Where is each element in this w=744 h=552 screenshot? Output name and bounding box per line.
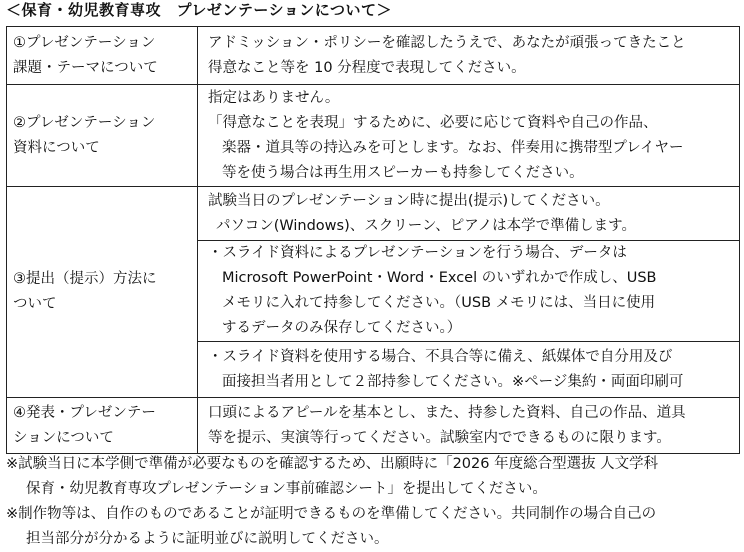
label-line: ションについて	[13, 429, 114, 446]
content-line: メモリに入れて持参してください。（USB メモリには、当日に使用	[222, 295, 656, 311]
table-row-submission	[7, 187, 740, 241]
content-line: アドミッション・ポリシーを確認したうえで、あなたが頑張ってきたこと	[208, 34, 686, 51]
content-line: 口頭によるアピールを基本とし、また、持参した資料、自己の作品、道具	[208, 404, 686, 421]
content-line: ・スライド資料を使用する場合、不具合等に備え、紙媒体で自分用及び	[208, 348, 673, 365]
row-content-theme	[198, 27, 740, 85]
submission-block-general	[198, 187, 740, 241]
row-label-submission	[7, 187, 198, 398]
content-line: 等を提示、実演等行ってください。試験室内でできるものに限ります。	[208, 429, 671, 446]
content-line: Microsoft PowerPoint・Word・Excel のいずれかで作成し、USB	[222, 270, 657, 286]
table-row-materials	[7, 85, 740, 187]
label-line: ②プレゼンテーション	[13, 114, 156, 131]
label-line: 課題・テーマについて	[13, 59, 158, 76]
content-line: 面接担当者用として２部持参してください。※ページ集約・両面印刷可	[222, 373, 684, 390]
label-line: 資料について	[13, 139, 100, 156]
content-line: 「得意なことを表現」するために、必要に応じて資料や自己の作品、	[208, 114, 658, 131]
table-row-theme	[7, 27, 740, 85]
content-line: パソコン(Windows)、スクリーン、ピアノは本学で準備します。	[216, 217, 636, 234]
footnote-line: ※試験当日に本学側で準備が必要なものを確認するため、出願時に「2026 年度総合型選抜 人文学科	[6, 456, 659, 472]
content-line: 楽器・道具等の持込みを可とします。なお、伴奏用に携帯型プレイヤー	[222, 139, 684, 156]
presentation-table	[6, 26, 740, 454]
submission-block-slides	[198, 241, 740, 342]
content-line: 指定はありません。	[208, 89, 340, 106]
row-content-materials	[198, 85, 740, 187]
content-line: するデータのみ保存してください。）	[222, 320, 462, 336]
row-label-theme	[7, 27, 198, 85]
content-line: 試験当日のプレゼンテーション時に提出(提示)してください。	[208, 192, 610, 209]
content-line: 得意なこと等を 10 分程度で表現してください。	[208, 59, 526, 76]
label-line: ③提出（提示）方法に	[13, 271, 157, 287]
label-line: ①プレゼンテーション	[13, 34, 156, 51]
footnote-line: 保育・幼児教育専攻プレゼンテーション事前確認シート」を提出してください。	[26, 481, 547, 497]
label-line: ④発表・プレゼンテー	[13, 404, 156, 421]
submission-block-paper	[198, 342, 740, 398]
footnotes	[6, 452, 658, 552]
row-label-presentation	[7, 398, 198, 454]
row-label-materials	[7, 85, 198, 187]
table-row-presentation	[7, 398, 740, 454]
footnote-line: 担当部分が分かるように証明並びに説明してください。	[26, 531, 389, 547]
footnote-line: ※制作物等は、自作のものであることが証明できるものを準備してください。共同制作の場合自己の	[6, 506, 657, 522]
section-heading: ＜保育・幼児教育専攻 プレゼンテーションについて＞	[6, 1, 393, 19]
row-content-presentation	[198, 398, 740, 454]
label-line: ついて	[13, 296, 57, 312]
content-line: 等を使う場合は再生用スピーカーも持参してください。	[222, 164, 584, 181]
content-line: ・スライド資料によるプレゼンテーションを行う場合、データは	[208, 245, 627, 261]
